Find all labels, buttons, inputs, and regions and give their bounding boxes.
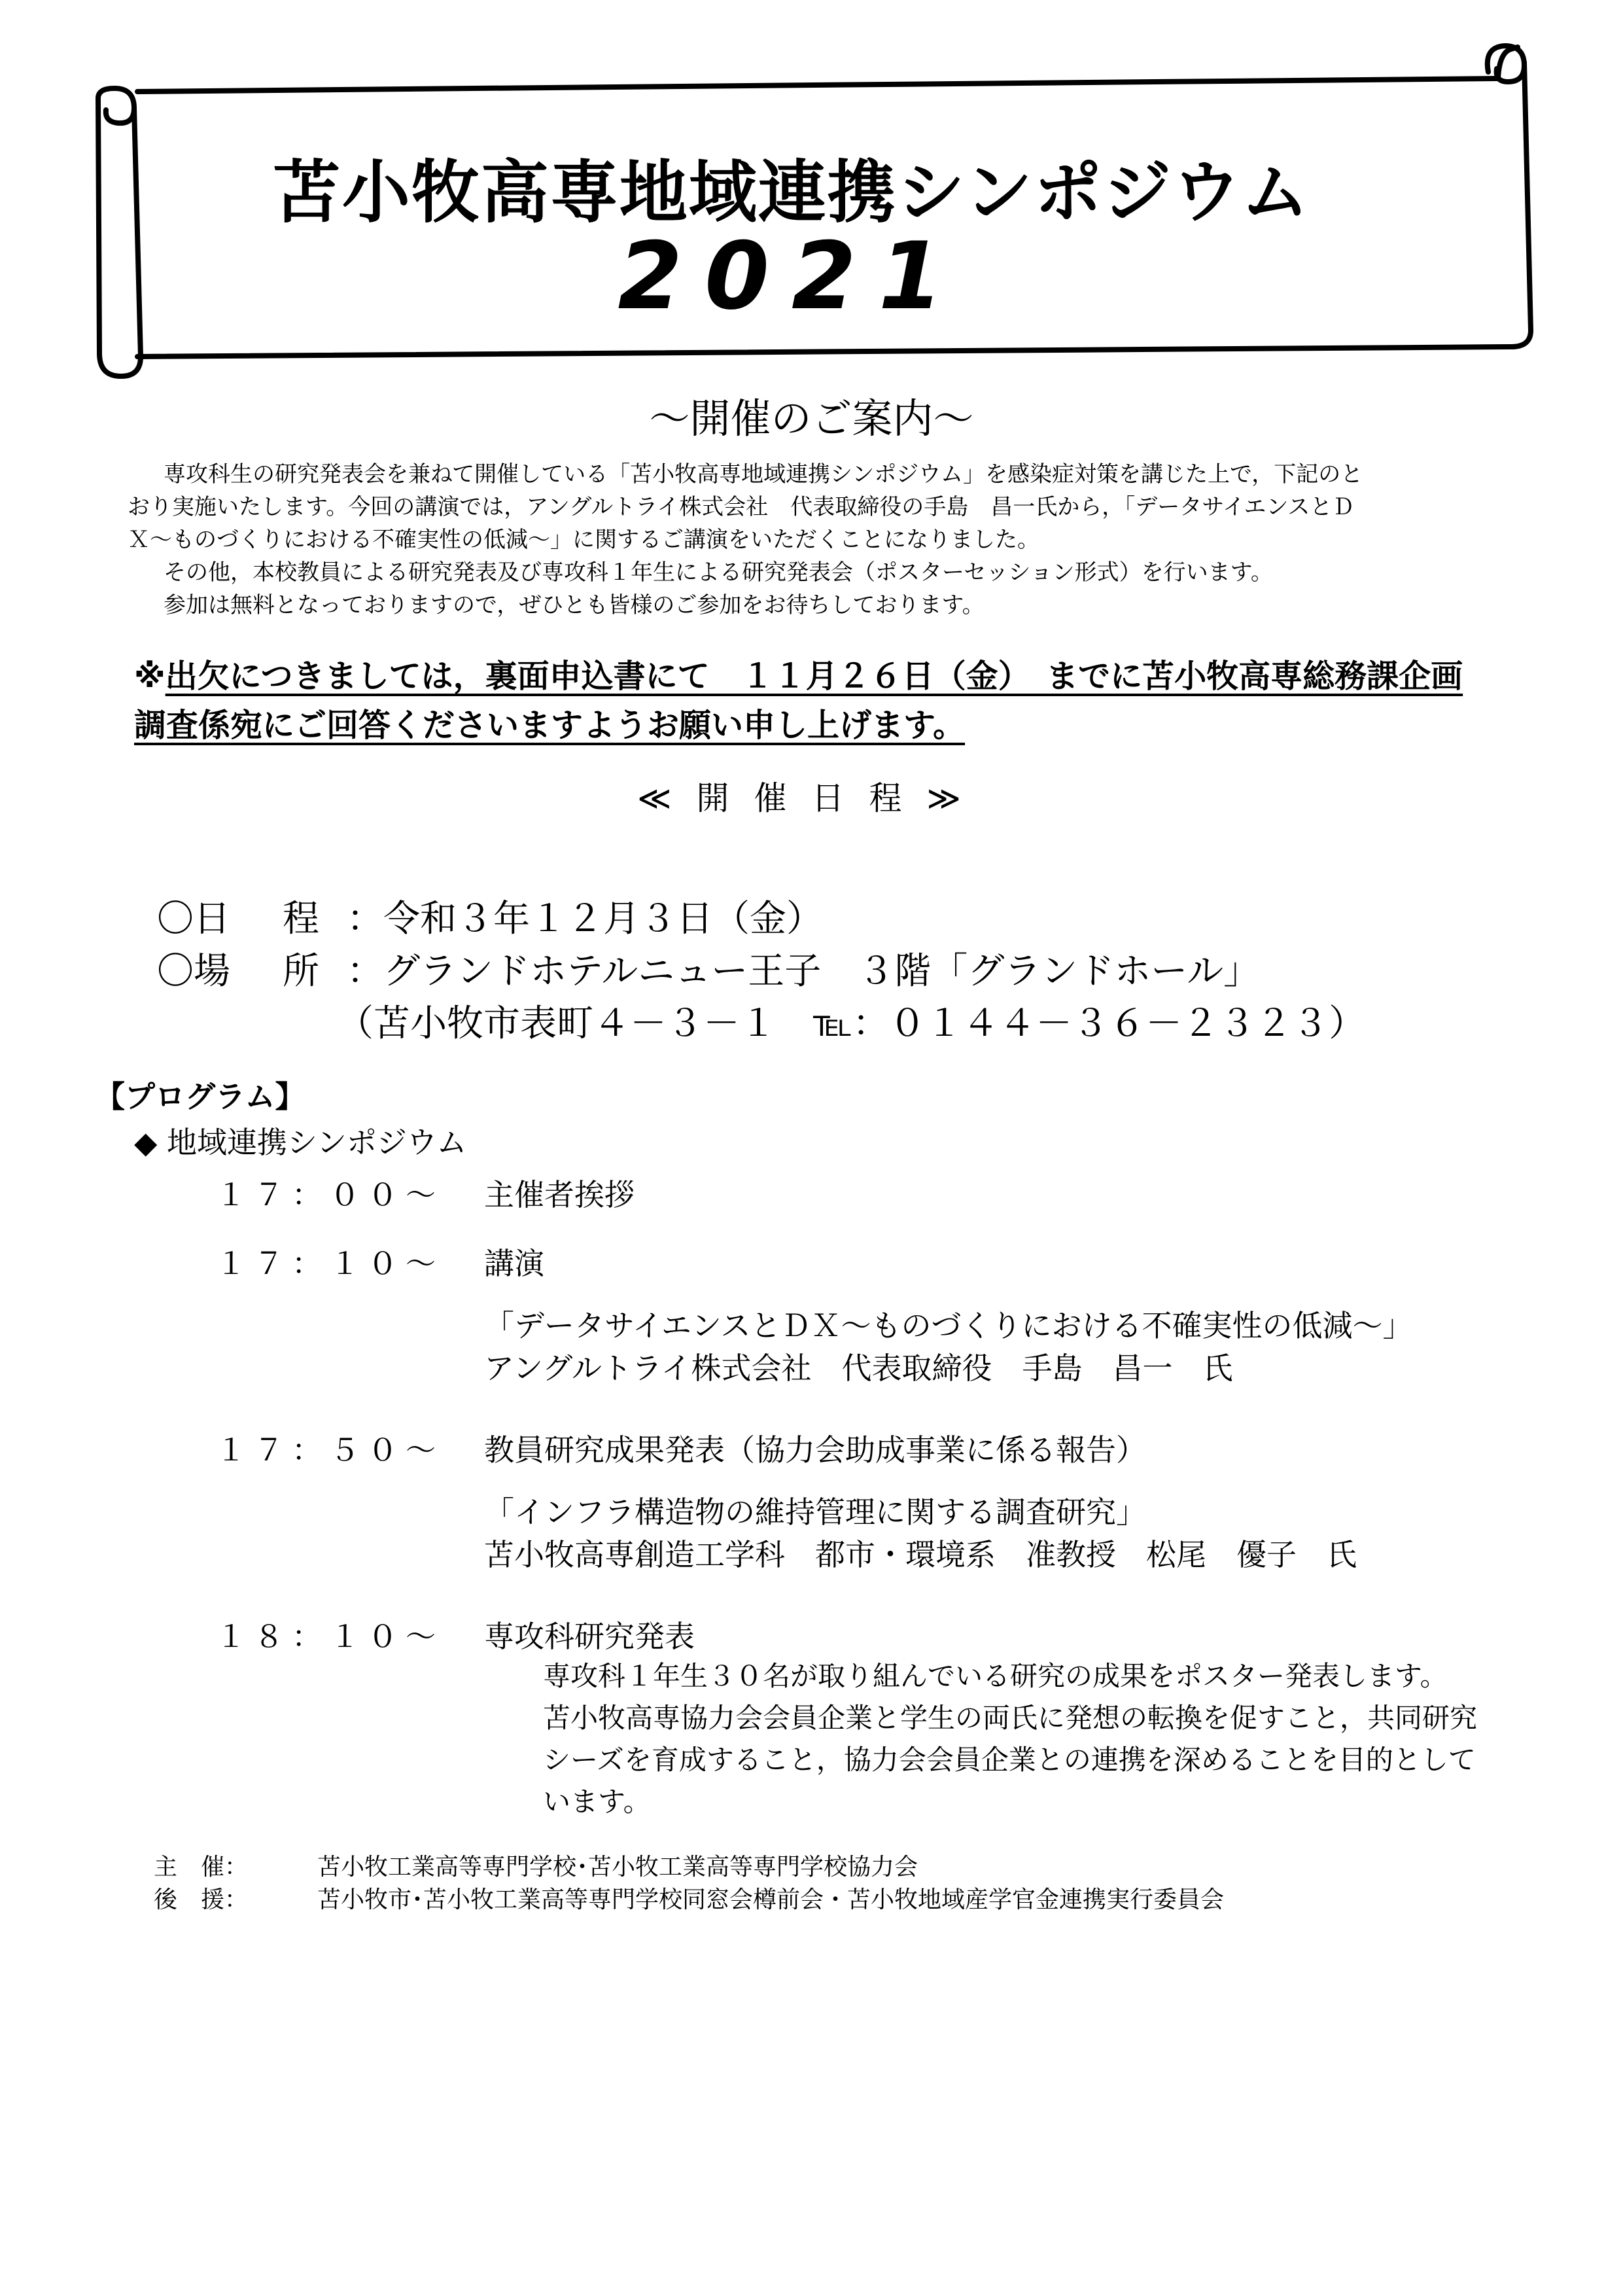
time-2: １７：１０～ xyxy=(216,1246,444,1281)
item-4-desc2: 苫小牧高専協力会会員企業と学生の両氏に発想の転換を促すこと，共同研究 xyxy=(543,1702,1478,1734)
intro-line-5: 参加は無料となっておりますので，ぜひとも皆様のご参加をお待ちしております。 xyxy=(164,592,985,618)
item-3-sub1: 「インフラ構造物の維持管理に関する調査研究」 xyxy=(484,1494,1146,1530)
banner-title: 苫小牧高専地域連携シンポジウム xyxy=(272,152,1311,232)
intro-line-3: Ｘ～ものづくりにおける不確実性の低減～」に関するご講演をいただくことになりました。 xyxy=(128,527,1039,553)
item-3-title: 教員研究成果発表（協力会助成事業に係る報告） xyxy=(484,1432,1146,1468)
info-date xyxy=(157,890,823,942)
banner-year: 2021 xyxy=(618,222,966,330)
place-label-a: 〇場 xyxy=(157,950,230,993)
item-3-sub2: 苫小牧高専創造工学科 都市・環境系 准教授 松尾 優子 氏 xyxy=(484,1537,1357,1572)
place-label-b: 所 xyxy=(283,950,319,993)
intro-line-2: おり実施いたします。今回の講演では，アングルトライ株式会社 代表取締役の手島 昌一氏から，「データサイエンスとＤ xyxy=(128,494,1355,520)
intro-line-1: 専攻科生の研究発表会を兼ねて開催している「苫小牧高専地域連携シンポジウム」を感染症対策を講じた上で，下記のと xyxy=(164,461,1363,487)
item-2-sub1: 「データサイエンスとＤＸ～ものづくりにおける不確実性の低減～」 xyxy=(484,1308,1413,1343)
date-value: ：令和３年１２月３日（金） xyxy=(347,898,823,940)
info-address xyxy=(337,995,1365,1047)
place-value: ：グランドホテルニュー王子 ３階「グランドホール」 xyxy=(347,950,1261,993)
item-4-desc1: 専攻科１年生３０名が取り組んでいる研究の成果をポスター発表します。 xyxy=(543,1660,1448,1692)
subtitle: ～開催のご案内～ xyxy=(649,395,974,442)
support-label: 後 援： xyxy=(154,1886,249,1913)
item-4-desc3: シーズを育成すること，協力会会員企業との連携を深めることを目的として xyxy=(543,1744,1476,1776)
time-1: １７：００～ xyxy=(216,1177,444,1212)
support-value: 苫小牧市･苫小牧工業高等専門学校同窓会樽前会・苫小牧地域産学官金連携実行委員会 xyxy=(317,1886,1225,1913)
date-label-b: 程 xyxy=(283,898,319,940)
item-2-title: 講演 xyxy=(484,1246,544,1281)
notice-line-2 xyxy=(134,700,965,746)
notice-line-1 xyxy=(134,651,1463,697)
time-4: １８：１０～ xyxy=(216,1619,444,1654)
host-value: 苫小牧工業高等専門学校･苫小牧工業高等専門学校協力会 xyxy=(317,1854,918,1881)
program-heading: 【プログラム】 xyxy=(95,1079,305,1114)
address-b: ：０１４４－３６－２３２３） xyxy=(852,1002,1366,1045)
item-4-desc4: います。 xyxy=(543,1786,651,1818)
date-label-a: 〇日 xyxy=(157,898,230,940)
notice-text-2: 調査係宛にご回答くださいますようお願い申し上げます。 xyxy=(134,707,966,744)
item-1-title: 主催者挨拶 xyxy=(484,1177,635,1212)
item-4-title: 専攻科研究発表 xyxy=(484,1619,695,1654)
program-section: ◆ 地域連携シンポジウム xyxy=(134,1125,467,1160)
notice-text-1: 出欠につきましては，裏面申込書にて １１月２６日（金） までに苫小牧高専総務課企画 xyxy=(165,658,1463,695)
intro-line-4: その他，本校教員による研究発表及び専攻科１年生による研究発表会（ポスターセッション形式）を行います。 xyxy=(164,559,1273,586)
host-label: 主 催： xyxy=(154,1854,249,1881)
item-2-sub2: アングルトライ株式会社 代表取締役 手島 昌一 氏 xyxy=(484,1351,1233,1386)
address-a: （苫小牧市表町４－３－１ xyxy=(337,1002,813,1045)
time-3: １７：５０～ xyxy=(216,1432,444,1468)
info-place xyxy=(157,942,1260,995)
notice-mark: ※ xyxy=(134,658,166,695)
schedule-heading: ≪開催日程≫ xyxy=(637,779,986,817)
tel-icon: ℡ xyxy=(813,1002,853,1045)
